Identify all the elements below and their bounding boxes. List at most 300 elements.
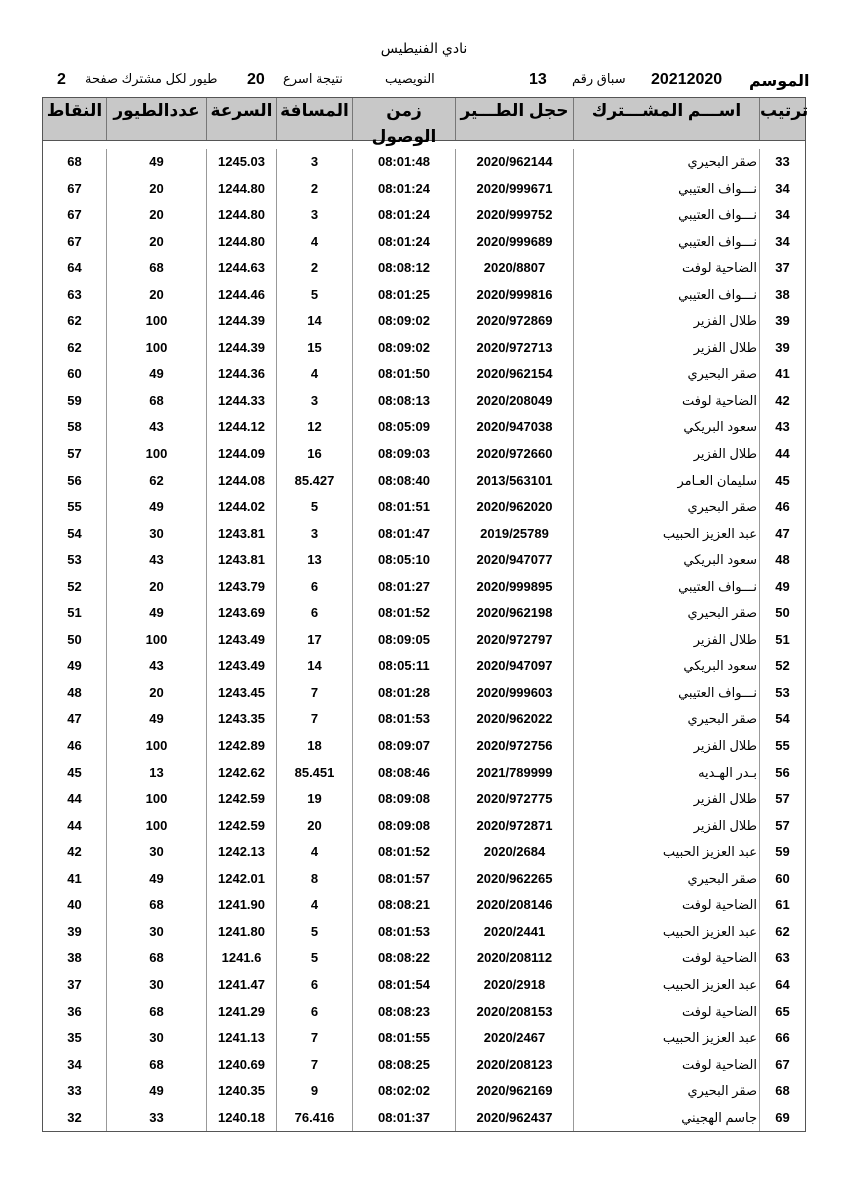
cell-ring: 2020/999689	[455, 229, 573, 256]
cell-distance: 17	[276, 627, 352, 654]
table-row	[43, 176, 805, 203]
cell-ring: 2020/2467	[455, 1025, 573, 1052]
table-row	[43, 945, 805, 972]
cell-birds: 20	[106, 202, 206, 229]
cell-distance: 4	[276, 229, 352, 256]
cell-points: 56	[67, 472, 82, 488]
table-row	[43, 1025, 805, 1052]
table-row	[43, 760, 805, 787]
cell-ring: 2020/208112	[455, 945, 573, 972]
fastest-count: 20	[247, 71, 265, 88]
cell-arrival-time: 08:09:03	[352, 441, 455, 468]
table-row	[43, 892, 805, 919]
cell-speed: 1240.18	[206, 1105, 276, 1132]
cell-birds: 49	[106, 600, 206, 627]
cell-rank: 49	[759, 574, 805, 601]
cell-speed: 1242.01	[206, 866, 276, 893]
cell-rank: 34	[759, 202, 805, 229]
cell-birds: 30	[106, 521, 206, 548]
cell-rank: 51	[759, 627, 805, 654]
table-row	[43, 866, 805, 893]
cell-rank: 60	[759, 866, 805, 893]
race-location: النويصيب	[385, 71, 435, 86]
cell-ring: 2020/947038	[455, 414, 573, 441]
table-body	[42, 149, 806, 1132]
cell-participant: الضاحية لوفت	[573, 945, 759, 972]
cell-points: 67	[67, 207, 82, 223]
cell-ring: 2020/962437	[455, 1105, 573, 1132]
cell-participant: نـــواف العتيبي	[573, 229, 759, 256]
cell-speed: 1244.39	[206, 308, 276, 335]
cell-distance: 14	[276, 653, 352, 680]
cell-speed: 1242.89	[206, 733, 276, 760]
cell-participant: طلال الفزير	[573, 813, 759, 840]
cell-ring: 2019/25789	[455, 521, 573, 548]
cell-arrival-time: 08:09:07	[352, 733, 455, 760]
col-rank-header: ترتيب	[759, 98, 805, 140]
cell-points: 44	[67, 791, 82, 807]
cell-participant: الضاحية لوفت	[573, 1052, 759, 1079]
season-label: الموسم	[749, 73, 810, 90]
table-row	[43, 600, 805, 627]
cell-arrival-time: 08:01:25	[352, 282, 455, 309]
cell-speed: 1243.81	[206, 521, 276, 548]
cell-distance: 6	[276, 972, 352, 999]
cell-ring: 2013/563101	[455, 468, 573, 495]
table-row	[43, 1078, 805, 1105]
cell-points: 32	[67, 1109, 82, 1125]
cell-speed: 1244.09	[206, 441, 276, 468]
cell-points: 48	[67, 684, 82, 700]
cell-ring: 2020/208153	[455, 999, 573, 1026]
cell-participant: نـــواف العتيبي	[573, 176, 759, 203]
cell-rank: 43	[759, 414, 805, 441]
cell-distance: 85.451	[276, 760, 352, 787]
cell-birds: 43	[106, 414, 206, 441]
cell-speed: 1244.39	[206, 335, 276, 362]
cell-distance: 5	[276, 282, 352, 309]
cell-speed: 1242.59	[206, 813, 276, 840]
cell-speed: 1244.36	[206, 361, 276, 388]
cell-rank: 52	[759, 653, 805, 680]
cell-ring: 2020/2918	[455, 972, 573, 999]
cell-participant: صقر البحيري	[573, 494, 759, 521]
cell-arrival-time: 08:01:51	[352, 494, 455, 521]
table-header	[42, 97, 809, 146]
cell-birds: 30	[106, 1025, 206, 1052]
cell-ring: 2020/8807	[455, 255, 573, 282]
cell-birds: 13	[106, 760, 206, 787]
cell-points: 41	[67, 870, 82, 886]
cell-distance: 76.416	[276, 1105, 352, 1132]
cell-distance: 18	[276, 733, 352, 760]
cell-rank: 67	[759, 1052, 805, 1079]
cell-rank: 59	[759, 839, 805, 866]
col-ring-header: حجل الطـــير	[455, 98, 573, 140]
cell-speed: 1241.13	[206, 1025, 276, 1052]
race-number: 13	[529, 71, 547, 88]
cell-points: 54	[67, 525, 82, 541]
table-row	[43, 839, 805, 866]
table-row	[43, 494, 805, 521]
cell-ring: 2020/962144	[455, 149, 573, 176]
cell-arrival-time: 08:01:24	[352, 202, 455, 229]
cell-ring: 2020/972871	[455, 813, 573, 840]
cell-ring: 2020/962265	[455, 866, 573, 893]
cell-points: 58	[67, 419, 82, 435]
cell-ring: 2020/999752	[455, 202, 573, 229]
cell-birds: 100	[106, 441, 206, 468]
cell-points: 35	[67, 1030, 82, 1046]
cell-arrival-time: 08:01:52	[352, 839, 455, 866]
cell-rank: 48	[759, 547, 805, 574]
cell-ring: 2020/972756	[455, 733, 573, 760]
results-table	[42, 97, 809, 1132]
fastest-label: نتيجة اسرع	[283, 71, 343, 86]
cell-speed: 1241.29	[206, 999, 276, 1026]
cell-distance: 19	[276, 786, 352, 813]
table-row	[43, 441, 805, 468]
cell-speed: 1242.59	[206, 786, 276, 813]
cell-arrival-time: 08:09:08	[352, 786, 455, 813]
table-row	[43, 202, 805, 229]
cell-arrival-time: 08:08:21	[352, 892, 455, 919]
cell-speed: 1243.49	[206, 653, 276, 680]
cell-arrival-time: 08:05:09	[352, 414, 455, 441]
cell-ring: 2020/972797	[455, 627, 573, 654]
per-participant-label: طيور لكل مشترك صفحة	[85, 71, 218, 86]
cell-participant: طلال الفزير	[573, 733, 759, 760]
cell-birds: 33	[106, 1105, 206, 1132]
cell-ring: 2020/2441	[455, 919, 573, 946]
cell-points: 34	[67, 1056, 82, 1072]
cell-points: 68	[67, 154, 82, 169]
cell-birds: 20	[106, 680, 206, 707]
cell-speed: 1244.12	[206, 414, 276, 441]
cell-rank: 39	[759, 335, 805, 362]
cell-rank: 65	[759, 999, 805, 1026]
cell-distance: 3	[276, 521, 352, 548]
cell-arrival-time: 08:01:53	[352, 706, 455, 733]
cell-rank: 39	[759, 308, 805, 335]
cell-arrival-time: 08:01:24	[352, 176, 455, 203]
table-row	[43, 547, 805, 574]
table-row	[43, 468, 805, 495]
cell-arrival-time: 08:09:08	[352, 813, 455, 840]
cell-distance: 7	[276, 680, 352, 707]
cell-distance: 2	[276, 176, 352, 203]
cell-participant: عبد العزيز الحبيب	[573, 521, 759, 548]
cell-arrival-time: 08:09:02	[352, 335, 455, 362]
cell-participant: جاسم الهجيني	[573, 1105, 759, 1132]
header-gap	[42, 141, 806, 149]
cell-distance: 85.427	[276, 468, 352, 495]
cell-points: 44	[67, 817, 82, 833]
table-row	[43, 706, 805, 733]
cell-participant: طلال الفزير	[573, 786, 759, 813]
cell-birds: 30	[106, 919, 206, 946]
cell-points: 38	[67, 950, 82, 966]
cell-speed: 1241.90	[206, 892, 276, 919]
cell-arrival-time: 08:08:23	[352, 999, 455, 1026]
cell-rank: 63	[759, 945, 805, 972]
cell-birds: 20	[106, 229, 206, 256]
cell-participant: طلال الفزير	[573, 441, 759, 468]
cell-rank: 53	[759, 680, 805, 707]
cell-participant: صقر البحيري	[573, 706, 759, 733]
cell-speed: 1241.47	[206, 972, 276, 999]
cell-rank: 50	[759, 600, 805, 627]
col-arrival-time-header: زمن الوصول	[352, 98, 455, 140]
cell-points: 62	[67, 339, 82, 355]
cell-speed: 1241.6	[206, 945, 276, 972]
cell-distance: 5	[276, 494, 352, 521]
cell-participant: الضاحية لوفت	[573, 999, 759, 1026]
cell-rank: 61	[759, 892, 805, 919]
cell-points: 33	[67, 1083, 82, 1099]
cell-ring: 2020/208049	[455, 388, 573, 415]
cell-rank: 47	[759, 521, 805, 548]
cell-speed: 1243.35	[206, 706, 276, 733]
cell-points: 45	[67, 764, 82, 780]
cell-arrival-time: 08:05:10	[352, 547, 455, 574]
cell-arrival-time: 08:01:52	[352, 600, 455, 627]
cell-rank: 62	[759, 919, 805, 946]
table-row	[43, 1052, 805, 1079]
cell-speed: 1244.63	[206, 255, 276, 282]
cell-arrival-time: 08:01:55	[352, 1025, 455, 1052]
cell-birds: 68	[106, 1052, 206, 1079]
cell-distance: 4	[276, 361, 352, 388]
cell-speed: 1244.46	[206, 282, 276, 309]
cell-birds: 68	[106, 945, 206, 972]
cell-distance: 4	[276, 839, 352, 866]
cell-participant: صقر البحيري	[573, 600, 759, 627]
cell-ring: 2020/972869	[455, 308, 573, 335]
cell-rank: 66	[759, 1025, 805, 1052]
table-row	[43, 335, 805, 362]
cell-arrival-time: 08:01:53	[352, 919, 455, 946]
table-row	[43, 414, 805, 441]
cell-distance: 16	[276, 441, 352, 468]
cell-ring: 2020/962022	[455, 706, 573, 733]
cell-points: 46	[67, 738, 82, 754]
cell-ring: 2020/962169	[455, 1078, 573, 1105]
cell-participant: صقر البحيري	[573, 1078, 759, 1105]
table-row	[43, 786, 805, 813]
cell-distance: 7	[276, 706, 352, 733]
cell-arrival-time: 08:08:13	[352, 388, 455, 415]
cell-birds: 49	[106, 494, 206, 521]
cell-ring: 2020/972660	[455, 441, 573, 468]
table-row	[43, 149, 805, 176]
cell-birds: 100	[106, 627, 206, 654]
cell-ring: 2020/208123	[455, 1052, 573, 1079]
table-row	[43, 574, 805, 601]
cell-distance: 3	[276, 202, 352, 229]
cell-distance: 20	[276, 813, 352, 840]
table-row	[43, 680, 805, 707]
cell-rank: 38	[759, 282, 805, 309]
table-row	[43, 388, 805, 415]
cell-birds: 30	[106, 972, 206, 999]
cell-points: 55	[67, 499, 82, 515]
cell-rank: 34	[759, 176, 805, 203]
cell-rank: 57	[759, 813, 805, 840]
cell-arrival-time: 08:01:57	[352, 866, 455, 893]
cell-arrival-time: 08:01:37	[352, 1105, 455, 1132]
cell-birds: 100	[106, 335, 206, 362]
col-distance-header: المسافة	[276, 98, 352, 140]
cell-participant: نـــواف العتيبي	[573, 282, 759, 309]
cell-rank: 55	[759, 733, 805, 760]
cell-speed: 1243.81	[206, 547, 276, 574]
cell-points: 63	[67, 286, 82, 302]
cell-arrival-time: 08:08:40	[352, 468, 455, 495]
cell-distance: 6	[276, 999, 352, 1026]
cell-birds: 68	[106, 388, 206, 415]
cell-points: 67	[67, 233, 82, 249]
cell-points: 67	[67, 180, 82, 196]
cell-speed: 1242.62	[206, 760, 276, 787]
cell-rank: 42	[759, 388, 805, 415]
cell-arrival-time: 08:05:11	[352, 653, 455, 680]
cell-points: 52	[67, 578, 82, 594]
cell-participant: طلال الفزير	[573, 308, 759, 335]
table-row	[43, 521, 805, 548]
cell-points: 39	[67, 923, 82, 939]
cell-participant: بـدر الهـديه	[573, 760, 759, 787]
cell-speed: 1241.80	[206, 919, 276, 946]
table-row	[43, 972, 805, 999]
cell-arrival-time: 08:01:47	[352, 521, 455, 548]
cell-speed: 1244.80	[206, 202, 276, 229]
cell-points: 50	[67, 631, 82, 647]
cell-arrival-time: 08:08:25	[352, 1052, 455, 1079]
cell-ring: 2020/999816	[455, 282, 573, 309]
cell-participant: الضاحية لوفت	[573, 892, 759, 919]
cell-points: 37	[67, 976, 82, 992]
cell-distance: 5	[276, 945, 352, 972]
cell-participant: طلال الفزير	[573, 627, 759, 654]
cell-speed: 1245.03	[206, 149, 276, 176]
cell-ring: 2020/972713	[455, 335, 573, 362]
cell-points: 62	[67, 313, 82, 329]
cell-birds: 100	[106, 733, 206, 760]
cell-rank: 46	[759, 494, 805, 521]
cell-speed: 1242.13	[206, 839, 276, 866]
table-row	[43, 627, 805, 654]
cell-arrival-time: 08:01:48	[352, 149, 455, 176]
cell-rank: 34	[759, 229, 805, 256]
table-row	[43, 308, 805, 335]
col-birds-header: عددالطيور	[106, 98, 206, 140]
cell-birds: 62	[106, 468, 206, 495]
cell-participant: نـــواف العتيبي	[573, 680, 759, 707]
cell-ring: 2020/947097	[455, 653, 573, 680]
season-value: 20212020	[651, 71, 723, 88]
cell-speed: 1240.69	[206, 1052, 276, 1079]
cell-ring: 2020/962198	[455, 600, 573, 627]
cell-rank: 68	[759, 1078, 805, 1105]
col-participant-header: اســـم المشـــترك	[573, 98, 759, 140]
table-row	[43, 361, 805, 388]
cell-participant: صقر البحيري	[573, 866, 759, 893]
cell-distance: 4	[276, 892, 352, 919]
cell-participant: عبد العزيز الحبيب	[573, 919, 759, 946]
table-row	[43, 813, 805, 840]
cell-distance: 3	[276, 149, 352, 176]
cell-ring: 2020/947077	[455, 547, 573, 574]
cell-points: 57	[67, 446, 82, 462]
cell-participant: صقر البحيري	[573, 149, 759, 176]
cell-distance: 12	[276, 414, 352, 441]
cell-participant: سليمان العـامر	[573, 468, 759, 495]
cell-participant: صقر البحيري	[573, 361, 759, 388]
cell-arrival-time: 08:01:27	[352, 574, 455, 601]
table-row	[43, 999, 805, 1026]
cell-distance: 3	[276, 388, 352, 415]
cell-distance: 5	[276, 919, 352, 946]
cell-arrival-time: 08:02:02	[352, 1078, 455, 1105]
cell-rank: 69	[759, 1105, 805, 1132]
cell-distance: 7	[276, 1052, 352, 1079]
cell-birds: 68	[106, 892, 206, 919]
table-row	[43, 229, 805, 256]
cell-ring: 2021/789999	[455, 760, 573, 787]
cell-rank: 41	[759, 361, 805, 388]
cell-points: 49	[67, 658, 82, 674]
cell-participant: عبد العزيز الحبيب	[573, 1025, 759, 1052]
table-row	[43, 282, 805, 309]
cell-ring: 2020/999671	[455, 176, 573, 203]
cell-birds: 20	[106, 176, 206, 203]
cell-points: 51	[67, 605, 82, 621]
cell-points: 59	[67, 392, 82, 408]
table-row	[43, 919, 805, 946]
cell-distance: 14	[276, 308, 352, 335]
cell-speed: 1243.49	[206, 627, 276, 654]
table-row	[43, 733, 805, 760]
cell-speed: 1244.02	[206, 494, 276, 521]
cell-speed: 1244.80	[206, 229, 276, 256]
cell-speed: 1243.45	[206, 680, 276, 707]
cell-birds: 20	[106, 282, 206, 309]
cell-speed: 1243.79	[206, 574, 276, 601]
cell-points: 42	[67, 844, 82, 860]
cell-arrival-time: 08:09:05	[352, 627, 455, 654]
cell-birds: 43	[106, 547, 206, 574]
cell-distance: 8	[276, 866, 352, 893]
cell-arrival-time: 08:08:46	[352, 760, 455, 787]
cell-birds: 49	[106, 706, 206, 733]
cell-birds: 49	[106, 149, 206, 176]
cell-points: 64	[67, 260, 82, 276]
col-speed-header: السرعة	[206, 98, 276, 140]
cell-points: 53	[67, 552, 82, 568]
cell-participant: نـــواف العتيبي	[573, 574, 759, 601]
cell-rank: 54	[759, 706, 805, 733]
cell-birds: 20	[106, 574, 206, 601]
cell-participant: نـــواف العتيبي	[573, 202, 759, 229]
club-name: نادي الفنيطيس	[380, 40, 468, 56]
cell-arrival-time: 08:01:54	[352, 972, 455, 999]
cell-points: 36	[67, 1003, 82, 1019]
cell-speed: 1243.69	[206, 600, 276, 627]
cell-birds: 49	[106, 1078, 206, 1105]
cell-rank: 45	[759, 468, 805, 495]
cell-birds: 30	[106, 839, 206, 866]
